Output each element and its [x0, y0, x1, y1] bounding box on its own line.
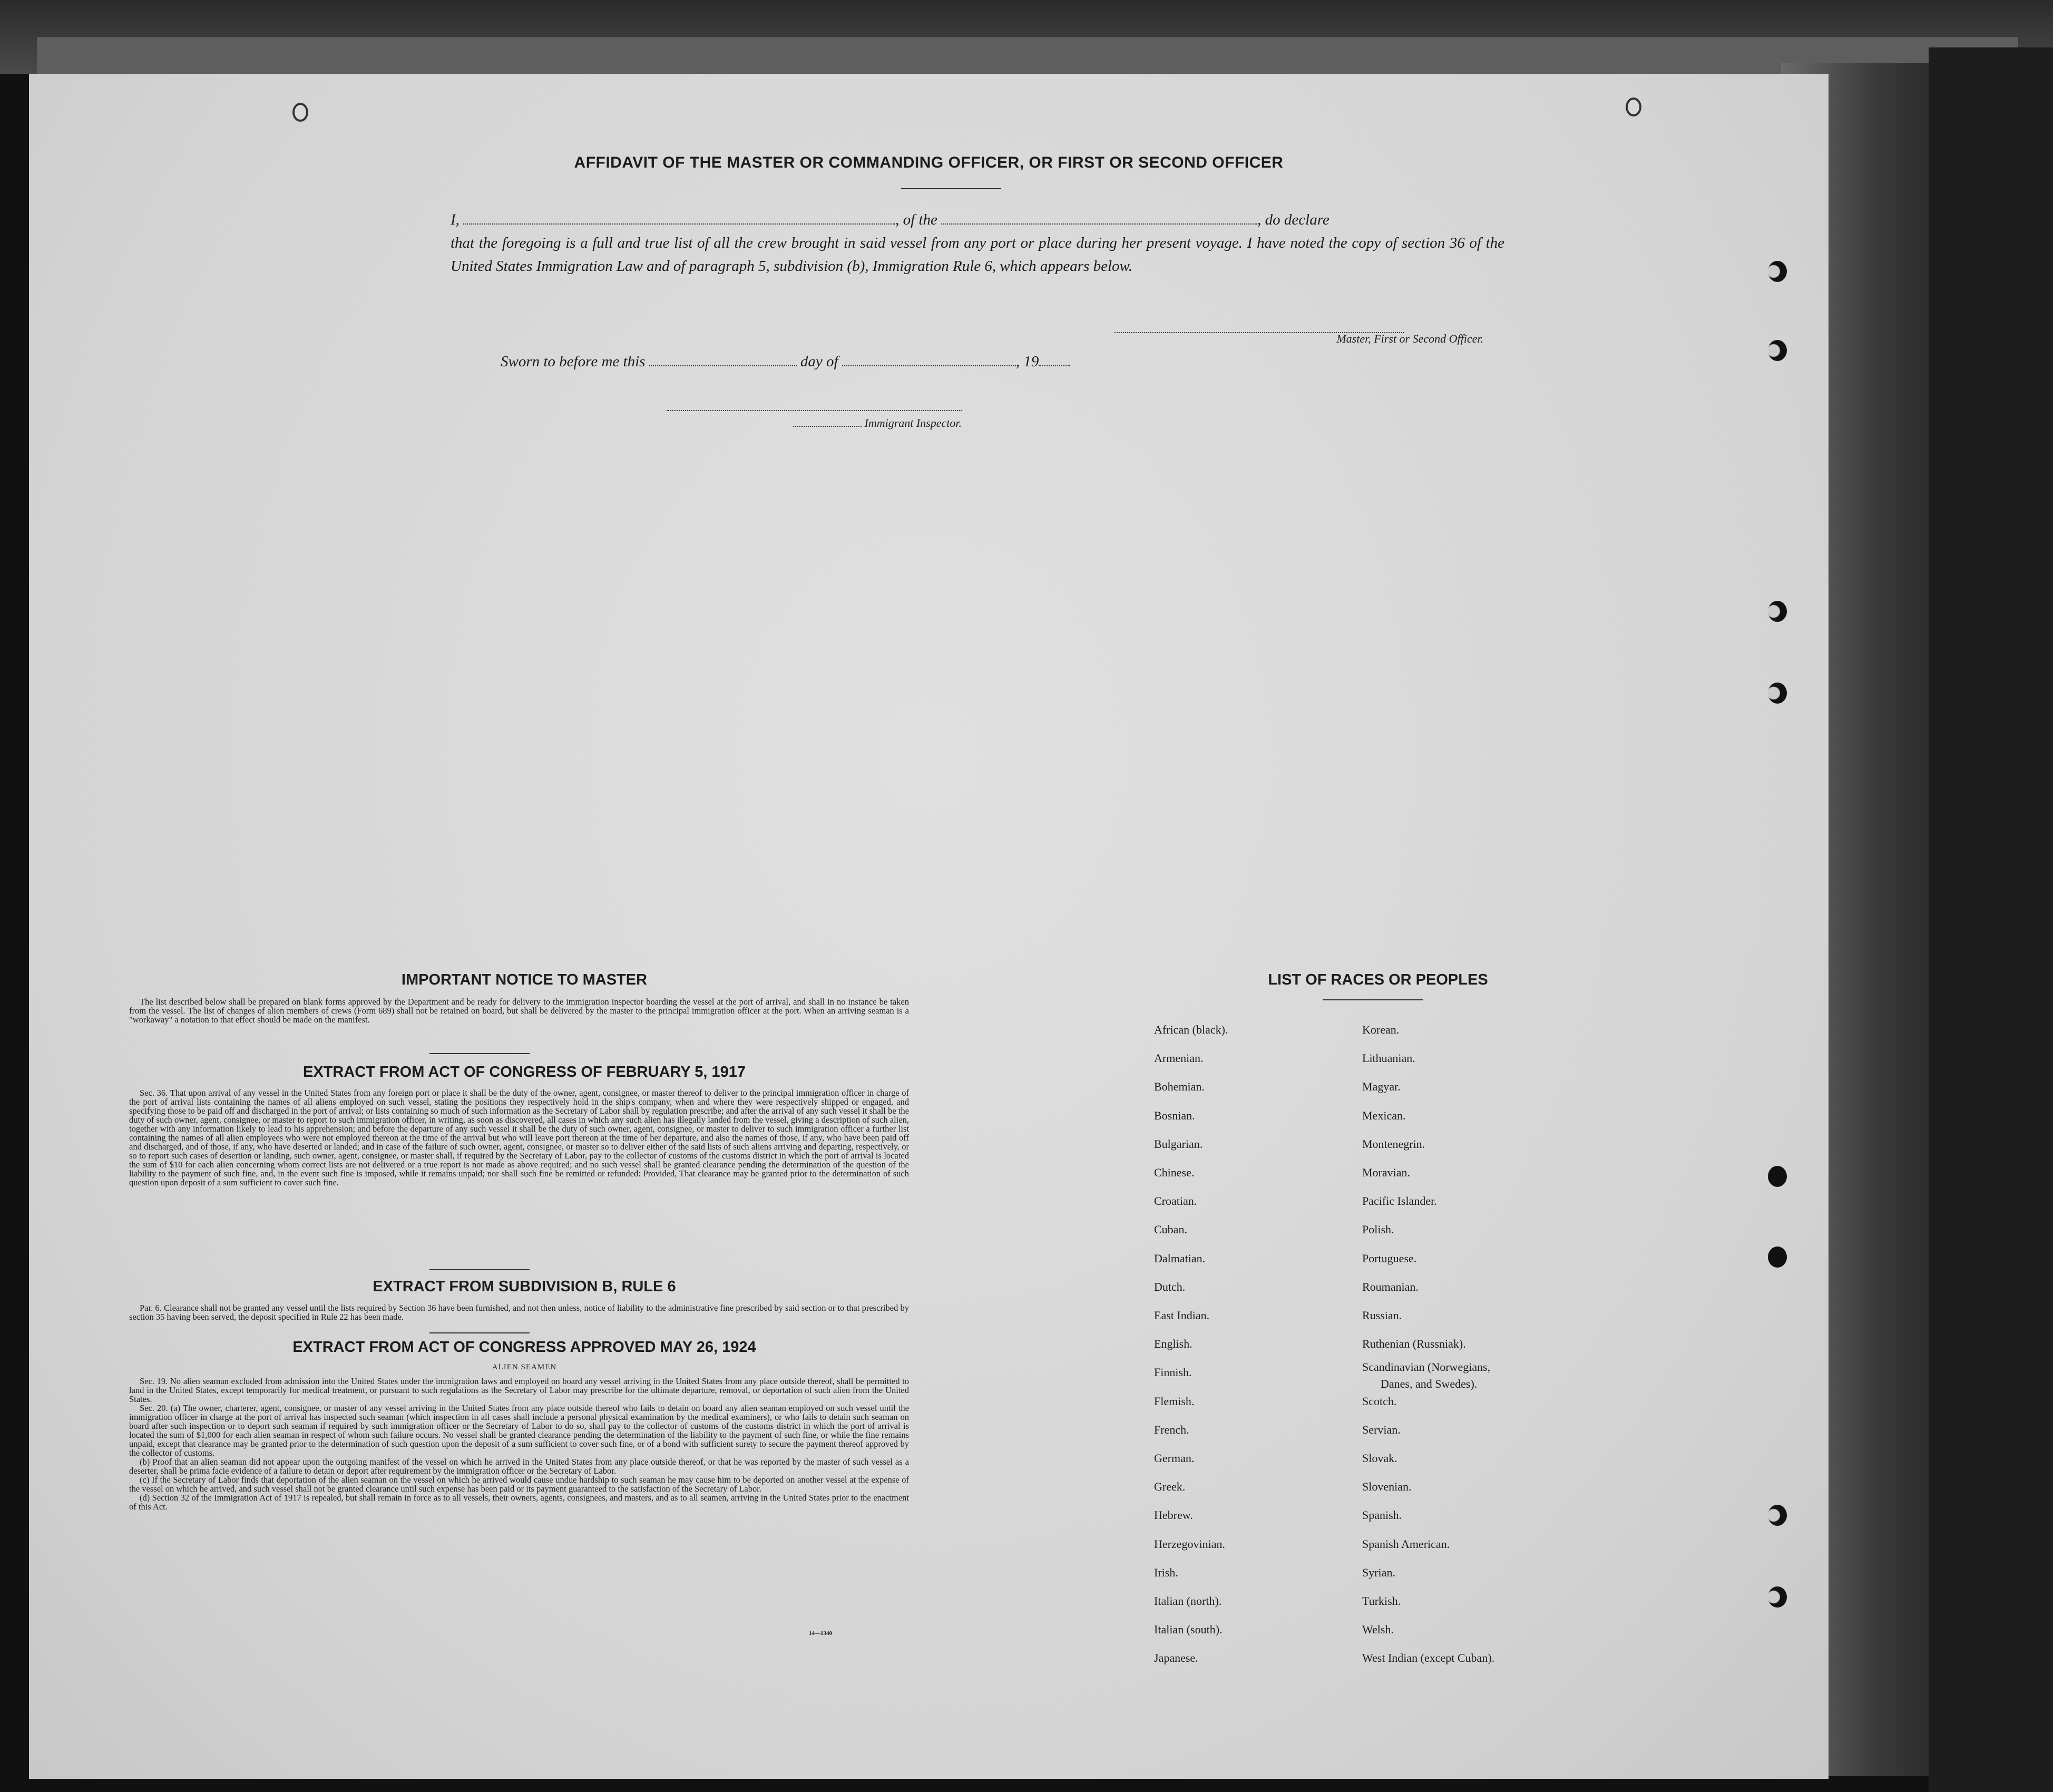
month-blank [842, 365, 1016, 366]
vessel-blank [941, 223, 1257, 225]
divider [901, 188, 1001, 189]
divider [1323, 999, 1423, 1000]
race-item: Irish. [1154, 1565, 1178, 1579]
year-blank [1039, 365, 1070, 366]
race-item: Finnish. [1154, 1366, 1192, 1379]
scanner-edge [1929, 47, 2053, 1792]
race-item: German. [1154, 1452, 1195, 1465]
inspector-label [793, 416, 962, 430]
race-item: Flemish. [1154, 1394, 1195, 1408]
extract-1924-text [129, 1377, 909, 1511]
race-item: Turkish. [1362, 1594, 1401, 1608]
punch-hole-icon [1768, 340, 1787, 361]
race-item: Bulgarian. [1154, 1137, 1203, 1151]
divider [429, 1053, 530, 1054]
race-item: Scandinavian (Norwegians, [1362, 1360, 1491, 1374]
race-item: English. [1154, 1337, 1192, 1351]
race-item: Cuban. [1154, 1223, 1187, 1236]
race-item: Welsh. [1362, 1623, 1394, 1637]
day-of-label: day of [800, 353, 838, 370]
day-blank [649, 365, 797, 366]
binder-hole-icon [1626, 98, 1641, 116]
race-item: French. [1154, 1423, 1189, 1436]
race-item: Syrian. [1362, 1565, 1395, 1579]
section-20a: Sec. 20. (a) The owner, charterer, agent, consignee, or master of any vessel arriving in the United States from any place outside thereof who fails to detain on board any alien seaman employed on such vessel until the immigration officer in charge at the port of arrival has inspected such seaman (which inspection in all cases shall include a personal physical examination by the medical examiners), or who fails to detain such seaman on board after such inspection or to deport such seaman if required by such immigration officer or the Secretary of Labor to do so, shall pay to the collector of customs of the customs district in which the port of arrival is located the sum of $1,000 for each alien seaman in respect of whom such failure occurs. No vessel shall be granted clearance pending the determination of the liability to the payment of such fine, or while the fine remains unpaid, except that clearance may be granted prior to the determination of such question upon the deposit of a sum sufficient to cover such fine, or of a bond with sufficient surety to secure the payment thereof approved by the collector of customs. [129, 1403, 909, 1458]
races-title: LIST OF RACES OR PEOPLES [1268, 971, 1488, 988]
race-item: Moravian. [1362, 1166, 1411, 1179]
section-20b: (b) Proof that an alien seaman did not appear upon the outgoing manifest of the vessel on which he arrived in the United States from any place outside thereof, or that he was reported by the master of such vessel as a deserter, shall be prima facie evidence of a failure to detain or deport after requirement by the immigration officer or the Secretary of Labor. [129, 1457, 909, 1476]
race-item: Pacific Islander. [1362, 1194, 1437, 1208]
race-item: Magyar. [1362, 1080, 1401, 1094]
punch-hole-icon [1768, 1586, 1787, 1608]
race-item: Lithuanian. [1362, 1051, 1415, 1065]
extract-1917-title: EXTRACT FROM ACT OF CONGRESS OF FEBRUARY 5, 1917 [302, 1064, 746, 1080]
affidavit-declaration [451, 208, 1504, 278]
race-item: Korean. [1362, 1023, 1400, 1036]
race-item: African (black). [1154, 1023, 1228, 1036]
punch-hole-icon [1768, 261, 1787, 282]
race-item: Mexican. [1362, 1108, 1406, 1122]
race-item: West Indian (except Cuban). [1362, 1651, 1495, 1665]
notice-text: The list described below shall be prepared on blank forms approved by the Department and be ready for delivery to the immigration inspector boarding the vessel at the port of arrival, and shall in no instance be taken from the vessel. The list of changes of alien members of crews (Form 689) shall not be retained on board, but shall be delivered by the master to the principal immigration officer at the port. When an arriving seaman is a "workaway" a notation to that effect should be made on the manifest. [129, 997, 909, 1025]
punch-hole-icon [1768, 1246, 1787, 1268]
race-item: Slovak. [1362, 1452, 1397, 1465]
affidavit-title: AFFIDAVIT OF THE MASTER OR COMMANDING OFFICER, OR FIRST OR SECOND OFFICER [574, 154, 1284, 171]
declarant-prefix: I, [451, 211, 460, 228]
section-19: Sec. 19. No alien seaman excluded from admission into the United States under the immigration laws and employed on board any vessel arriving in the United States from any place outside thereof, shall be permitted to land in the United States, except temporarily for medical treatment, or pursuant to such regulations as the Secretary of Labor may prescribe for the ultimate departure, removal, or deportation of such alien from the United States. [129, 1376, 909, 1404]
race-item: Bosnian. [1154, 1108, 1195, 1122]
race-item: Herzegovinian. [1154, 1537, 1225, 1551]
signature-label: Master, First or Second Officer. [1336, 332, 1483, 345]
of-the-label: , of the [895, 211, 937, 228]
inspector-label-text: Immigrant Inspector. [864, 416, 962, 430]
punch-hole-icon [1768, 1505, 1787, 1526]
race-item: Chinese. [1154, 1166, 1195, 1179]
race-item: Russian. [1362, 1309, 1402, 1322]
inspector-blank [793, 426, 862, 427]
section-20d: (d) Section 32 of the Immigration Act of 1917 is repealed, but shall remain in force as to all vessels, their owners, agents, consignees, and masters, and as to all seamen, arriving in the United States prior to the enactment of this Act. [129, 1493, 909, 1512]
extract-1924-title: EXTRACT FROM ACT OF CONGRESS APPROVED MAY 26, 1924 [292, 1339, 756, 1356]
binder-hole-icon [292, 103, 308, 122]
race-item: Spanish. [1362, 1508, 1402, 1522]
punch-hole-icon [1768, 601, 1787, 622]
race-item: Italian (south). [1154, 1623, 1223, 1637]
race-item: East Indian. [1154, 1309, 1210, 1322]
race-item: Japanese. [1154, 1651, 1198, 1665]
race-item: Spanish American. [1362, 1537, 1450, 1551]
race-item: Hebrew. [1154, 1508, 1193, 1522]
divider [429, 1269, 530, 1270]
race-item: Polish. [1362, 1223, 1394, 1236]
section-20c: (c) If the Secretary of Labor finds that deportation of the alien seaman on the vessel on which he arrived would cause undue hardship to such seaman he may cause him to be deported on another vessel at the expense of the vessel on which he arrived, and such vessel shall not be granted clearance until such expense has been paid or its payment guaranteed to the satisfaction of the Secretary of Labor. [129, 1475, 909, 1494]
extract-rule6-title: EXTRACT FROM SUBDIVISION B, RULE 6 [373, 1278, 676, 1295]
punch-hole-icon [1768, 1166, 1787, 1187]
form-code: 14—1340 [809, 1630, 832, 1637]
inspector-signature-line [667, 410, 962, 411]
do-declare-label: , do declare [1257, 211, 1329, 228]
punch-hole-icon [1768, 683, 1787, 704]
manifest-page [29, 74, 1829, 1779]
year-label: , 19 [1015, 353, 1039, 370]
race-item: Greek. [1154, 1480, 1186, 1494]
race-item: Croatian. [1154, 1194, 1197, 1208]
race-item: Portuguese. [1362, 1251, 1417, 1265]
race-item: Roumanian. [1362, 1280, 1419, 1293]
sworn-label: Sworn to before me this [501, 353, 646, 370]
race-item: Dutch. [1154, 1280, 1186, 1293]
race-item: Danes, and Swedes). [1381, 1377, 1478, 1391]
race-item: Ruthenian (Russniak). [1362, 1337, 1466, 1351]
declaration-body: that the foregoing is a full and true list of all the crew brought in said vessel from any port or place during her present voyage. I have noted the copy of section 36 of the United States Immigration Law and of paragraph 5, subdivision (b), Immigration Rule 6, which appears below. [451, 235, 1504, 275]
race-item: Montenegrin. [1362, 1137, 1425, 1151]
alien-seamen-subtitle: ALIEN SEAMEN [492, 1363, 557, 1371]
extract-1917-text: Sec. 36. That upon arrival of any vessel in the United States from any foreign port or place it shall be the duty of the owner, agent, consignee, or master thereof to deliver to the principal immigration officer in charge of the port of arrival lists containing the names of all aliens employed on such vessel, stating the positions they respectively hold in the ship's company, when and where they were respectively shipped or engaged, and specifying those to be paid off and discharged in the port of arrival; or lists containing so much of such information as the Secretary of Labor shall by regulation prescribe; and after the arrival of any such vessel it shall be the duty of such owner, agent, consignee, or master to report to such immigration officer, in writing, as soon as discovered, all cases in which any such alien has illegally landed from the vessel, giving a description of such alien, together with any information likely to lead to his apprehension; and before the departure of any such vessel it shall be the duty of such owner, agent, consignee, or master to deliver to such immigration officer a further list containing the names of all alien employees who were not employed thereon at the time of the arrival but who will leave port thereon at the time of her departure, and also the names of those, if any, who have been paid off and discharged, and of those, if any, who have deserted or landed; and in case of the failure of such owner, agent, consignee, or master so to deliver either of the said lists of such aliens arriving and departing, respectively, or so to report such cases of desertion or landing, such owner, agent, consignee, or master shall, if required by the Secretary of Labor, pay to the collector of customs of the customs district in which the port of arrival is located the sum of $10 for each alien concerning whom correct lists are not delivered or a true report is not made as above required; and no such vessel shall be granted clearance pending the determination of the question of the liability to the payment of such fine, and, in the event such fine is imposed, while it remains unpaid; nor shall such fine be remitted or refunded: Provided, That clearance may be granted prior to the determination of such question upon deposit of a sum sufficient to cover such fine. [129, 1088, 909, 1187]
race-item: Dalmatian. [1154, 1251, 1206, 1265]
divider [429, 1332, 530, 1333]
race-item: Scotch. [1362, 1394, 1397, 1408]
notice-title: IMPORTANT NOTICE TO MASTER [401, 971, 648, 988]
sworn-line [501, 353, 1070, 371]
race-item: Italian (north). [1154, 1594, 1222, 1608]
race-item: Armenian. [1154, 1051, 1204, 1065]
race-item: Slovenian. [1362, 1480, 1412, 1494]
race-item: Bohemian. [1154, 1080, 1205, 1094]
extract-rule6-text: Par. 6. Clearance shall not be granted any vessel until the lists required by Section 36 have been furnished, and not then unless, notice of liability to the administrative fine prescribed by said section or to that prescribed by section 35 having been served, the deposit specified in Rule 22 has been made. [129, 1303, 909, 1322]
name-blank [463, 223, 895, 225]
declaration-line [451, 208, 1504, 231]
race-item: Servian. [1362, 1423, 1401, 1436]
